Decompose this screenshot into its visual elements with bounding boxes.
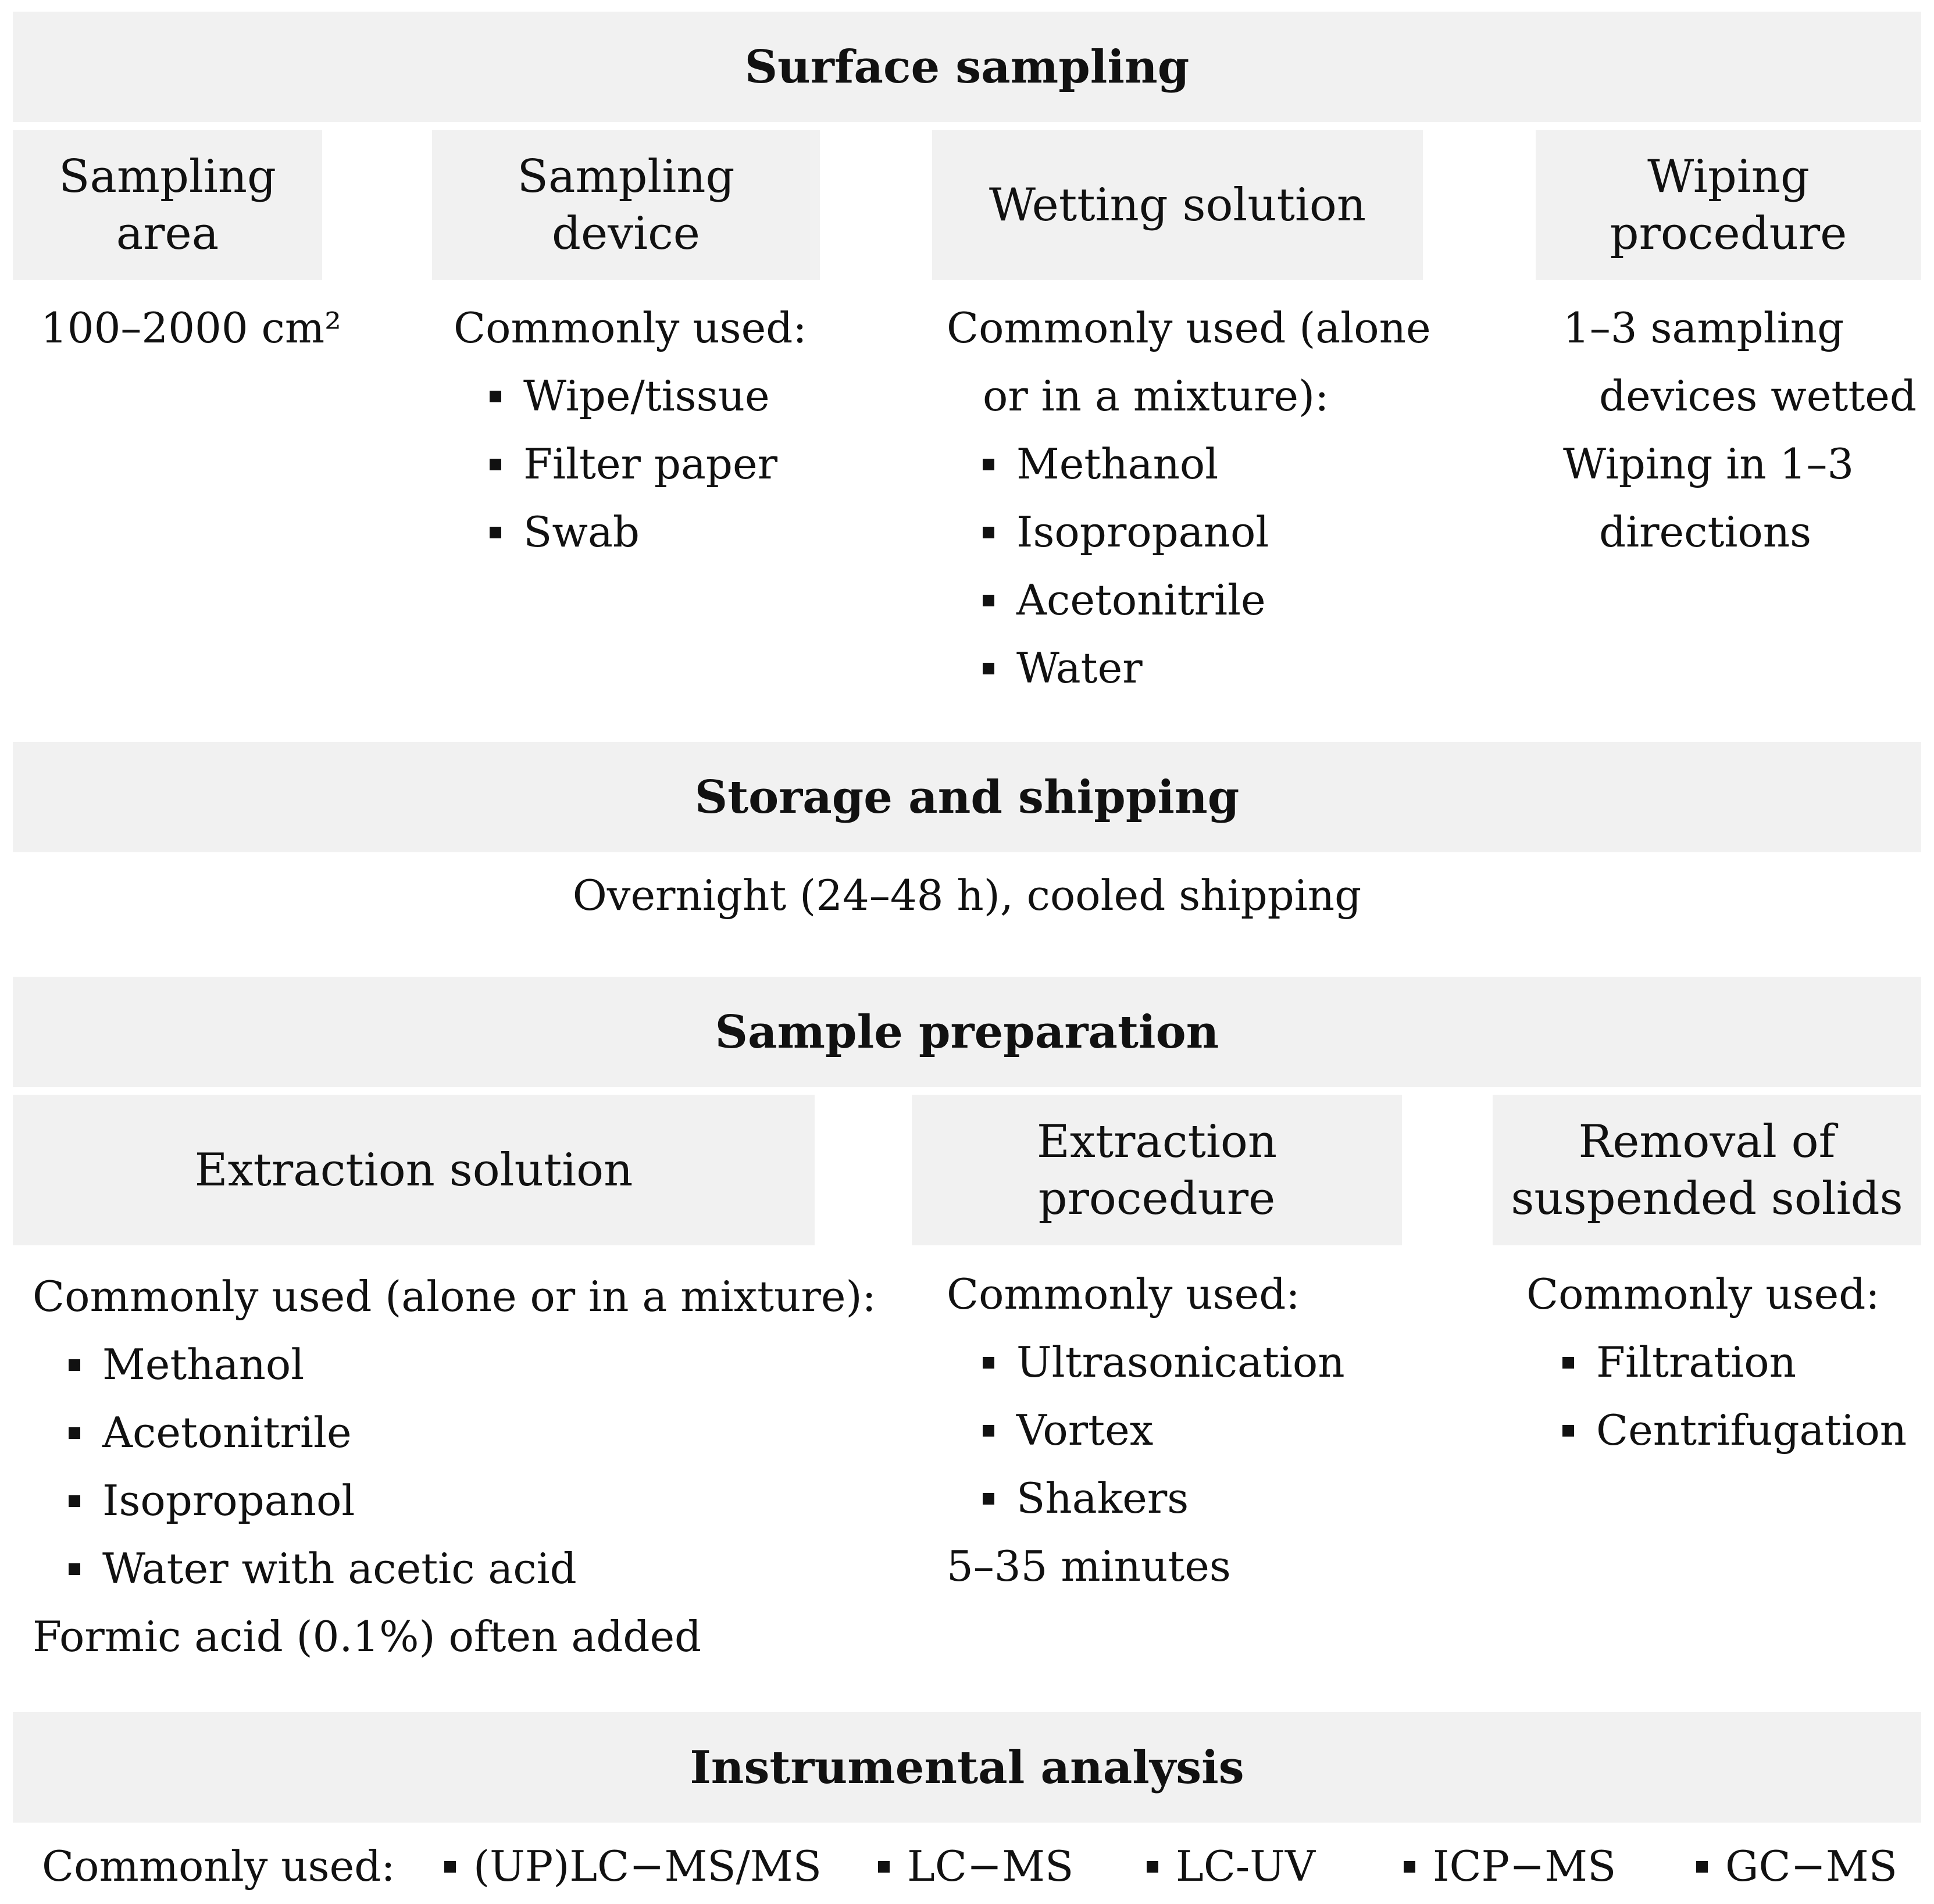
instrumental-analysis-title: Instrumental analysis [690,1741,1244,1794]
bullet-icon [69,1563,80,1575]
list-item-label: (UP)LC−MS/MS [473,1842,822,1891]
list-item-label: Isopropanol [102,1476,355,1525]
removal-solids-header [1493,1095,1921,1245]
list-item [33,1535,876,1603]
list-item-label: Filtration [1596,1338,1796,1387]
sampling-device-header-line: device [552,208,700,260]
list-item-label: Water with acetic acid [102,1544,577,1593]
bullet-icon [69,1427,80,1439]
extraction-procedure-header-label: Extraction procedure [1036,1115,1278,1225]
storage-shipping-text [13,871,1921,920]
list-item [444,1842,822,1891]
extraction-procedure-note: 5–35 minutes [947,1542,1231,1591]
list-item-label: Vortex [1016,1406,1154,1455]
wetting-intro-line: Commonly used (alone [947,303,1431,352]
bullet-icon [1562,1425,1574,1437]
list-item [33,1467,876,1535]
wetting-solution-header-label: Wetting solution [989,179,1366,231]
bullet-icon [490,527,501,538]
list-item [947,430,1431,498]
bullet-icon [1562,1357,1574,1369]
list-item [947,566,1431,634]
bullet-icon [490,391,501,402]
wetting-solution-list [947,294,1431,702]
extraction-procedure-list [947,1260,1345,1601]
bullet-icon [983,527,994,538]
list-item [1404,1842,1616,1891]
list-item-label: GC−MS [1725,1842,1897,1891]
wiping-procedure-header-line: procedure [1610,208,1847,260]
sampling-device-list [454,294,807,566]
list-item-label: Ultrasonication [1016,1338,1345,1387]
bullet-icon [69,1495,80,1507]
extraction-solution-header [13,1095,815,1245]
list-item-label: Acetonitrile [102,1408,352,1457]
bullet-icon [983,459,994,470]
wiping-procedure-header-line: Wiping [1647,151,1810,203]
bullet-icon [1147,1861,1158,1873]
sample-preparation-title: Sample preparation [715,1005,1219,1059]
removal-solids-intro: Commonly used: [1526,1270,1880,1319]
list-item [947,498,1431,566]
list-item-label: Shakers [1016,1474,1189,1523]
wetting-intro-line: or in a mixture): [983,371,1329,420]
bullet-icon [983,1425,994,1437]
sampling-area-header-line: area [116,208,219,260]
list-item-label: Methanol [1016,440,1219,488]
list-item [1526,1328,1907,1396]
bullet-icon [69,1359,80,1371]
list-item-label: Swab [523,508,640,556]
list-item [878,1842,1073,1891]
surface-sampling-header [13,12,1921,122]
storage-shipping-title: Storage and shipping [694,770,1240,824]
list-item-label: Methanol [102,1340,305,1389]
bullet-icon [878,1861,890,1873]
list-item [454,430,807,498]
sampling-area-value [41,294,341,362]
extraction-solution-note: Formic acid (0.1%) often added [33,1612,702,1661]
list-item [33,1399,876,1467]
extraction-solution-intro: Commonly used (alone or in a mixture): [33,1272,876,1321]
bullet-icon [444,1861,456,1873]
extraction-solution-header-label: Extraction solution [194,1144,633,1196]
sampling-device-header-line: Sampling [517,151,735,203]
sampling-device-intro: Commonly used: [454,303,807,352]
sampling-device-header [432,130,820,280]
sample-preparation-header [13,977,1921,1087]
removal-solids-list [1526,1260,1907,1464]
extraction-procedure-intro: Commonly used: [947,1270,1300,1319]
list-item-label: Filter paper [523,440,777,488]
wiping-procedure-text [1563,294,1917,566]
sampling-area-header-line: Sampling [59,151,276,203]
wetting-solution-header [932,130,1423,280]
list-item [1526,1396,1907,1464]
list-item-label: LC−MS [907,1842,1074,1891]
removal-solids-header-line: Removal of [1578,1115,1836,1168]
list-item [1147,1842,1315,1891]
list-item-label: Isopropanol [1016,508,1269,556]
list-item [947,634,1431,702]
storage-shipping-header [13,742,1921,852]
bullet-icon [1696,1861,1708,1873]
instrumental-intro-label: Commonly used: [42,1842,395,1891]
list-item-label: Water [1016,644,1143,692]
list-item [947,1328,1345,1396]
list-item [454,498,807,566]
wiping-line: devices wetted [1599,371,1917,420]
bullet-icon [983,595,994,606]
list-item [947,1464,1345,1533]
list-item [33,1331,876,1399]
sampling-area-text: 100–2000 cm² [41,303,342,352]
list-item-label: Centrifugation [1596,1406,1907,1455]
bullet-icon [490,459,501,470]
wiping-line: 1–3 sampling [1563,303,1844,352]
bullet-icon [983,1357,994,1369]
wiping-procedure-header [1536,130,1921,280]
instrumental-analysis-header [13,1712,1921,1823]
extraction-procedure-header [912,1095,1402,1245]
bullet-icon [983,663,994,674]
bullet-icon [1404,1861,1415,1873]
wiping-line: Wiping in 1–3 [1563,440,1854,488]
list-item-label: LC-UV [1176,1842,1315,1891]
instrumental-intro [42,1842,395,1891]
extraction-solution-list [33,1263,876,1671]
list-item [1696,1842,1897,1891]
wiping-line: directions [1599,508,1812,556]
removal-solids-header-line: suspended solids [1511,1172,1903,1225]
list-item-label: Wipe/tissue [523,371,770,420]
list-item-label: ICP−MS [1433,1842,1617,1891]
storage-shipping-value: Overnight (24–48 h), cooled shipping [572,871,1362,920]
list-item [454,362,807,430]
list-item-label: Acetonitrile [1016,576,1266,624]
surface-sampling-title: Surface sampling [744,40,1190,94]
list-item [947,1396,1345,1464]
bullet-icon [983,1493,994,1505]
sampling-area-header [13,130,322,280]
